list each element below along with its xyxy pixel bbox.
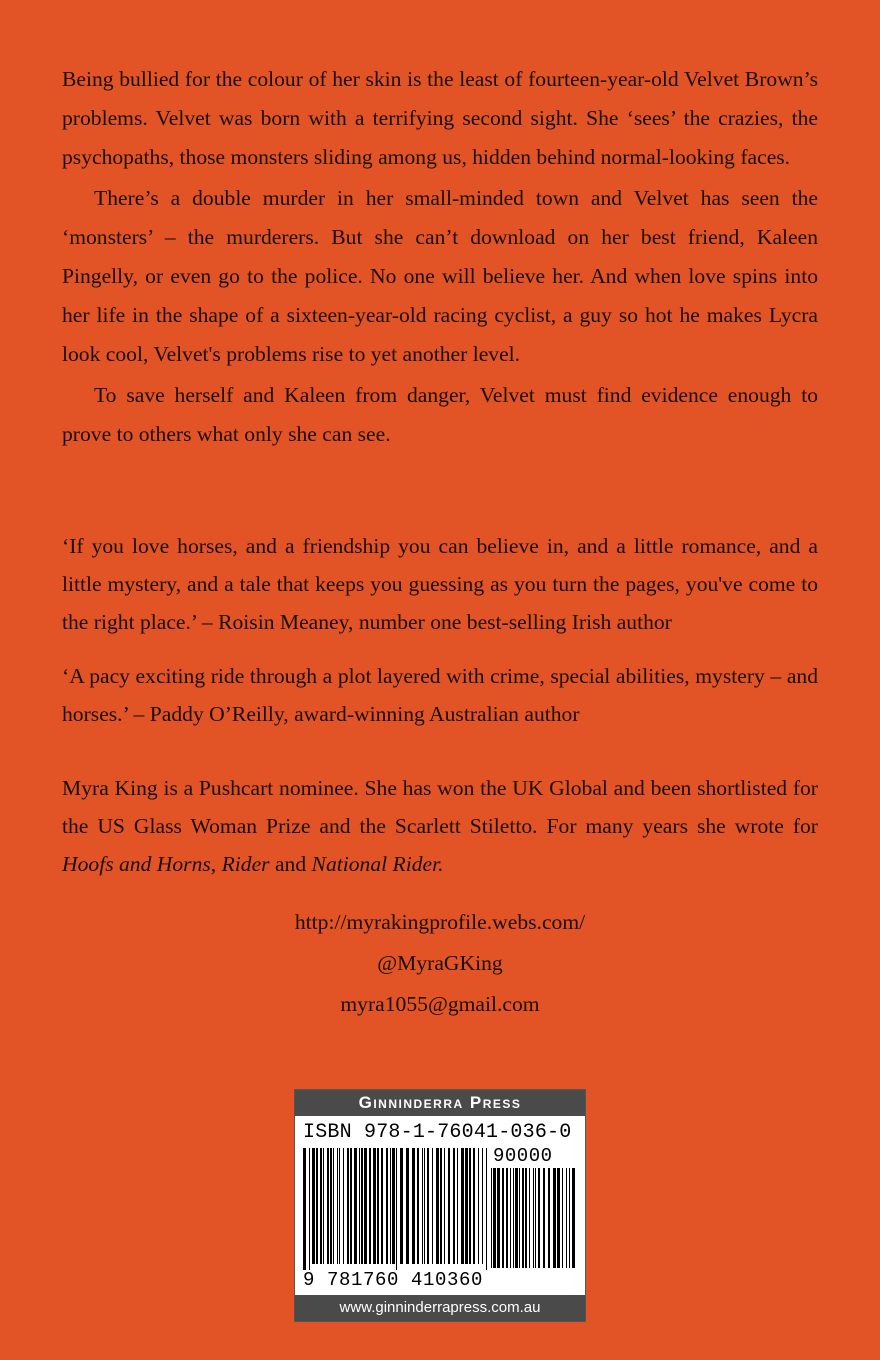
barcode-bar	[377, 1148, 379, 1264]
barcode-bar	[519, 1168, 520, 1268]
barcode-bar	[522, 1168, 524, 1268]
barcode-bar	[392, 1148, 395, 1264]
barcode-bar	[461, 1148, 464, 1264]
author-bio-separator: and	[269, 852, 312, 876]
barcode-bar	[343, 1148, 344, 1264]
blurb-paragraph-1: Being bullied for the colour of her skin is the least of fourteen-year-old Velvet Brown’s problems. Velvet was born with a terrifying second sight. She ‘sees’ the crazies, the psychopaths, those monsters sliding among us, hidden behind normal-looking faces.	[62, 67, 818, 169]
barcode-bar	[515, 1168, 518, 1268]
barcode-bar	[440, 1148, 442, 1264]
barcode-bar	[369, 1148, 371, 1264]
barcode-bar	[427, 1148, 429, 1264]
barcode-bar	[327, 1148, 329, 1264]
publication-title-hoofs-and-horns: Hoofs and Horns	[62, 852, 211, 876]
barcode-bar	[364, 1148, 367, 1264]
barcode-bar	[502, 1168, 504, 1268]
blurb-paragraph-2: There’s a double murder in her small-minded town and Velvet has seen the ‘monsters’ – the murderers. But she can’t download on her best friend, Kaleen Pingelly, or even go to the police. No one will believe her. And when love spins into her life in the shape of a sixteen-year-old racing cyclist, a guy so hot he makes Lycra look cool, Velvet's problems rise to yet another level.	[62, 186, 818, 366]
publisher-website[interactable]: www.ginninderrapress.com.au	[295, 1295, 585, 1321]
author-twitter-handle[interactable]: @MyraGKing	[377, 951, 503, 975]
barcode-bar	[359, 1148, 360, 1264]
barcode-bar	[469, 1148, 471, 1264]
barcode-bar	[557, 1168, 560, 1268]
barcode-bar	[529, 1168, 530, 1268]
barcode-bar	[412, 1148, 415, 1264]
barcode-bar	[478, 1148, 479, 1264]
publication-title-national-rider: National Rider.	[311, 852, 444, 876]
author-bio	[62, 769, 818, 883]
barcode-bar	[457, 1148, 458, 1264]
barcode-bar	[400, 1148, 403, 1264]
author-bio-text	[62, 769, 818, 883]
blurb	[62, 60, 818, 454]
barcode-bar	[330, 1148, 332, 1264]
barcode-bar	[491, 1168, 492, 1268]
barcode-bar	[350, 1148, 352, 1264]
barcode-bar	[436, 1148, 439, 1264]
isbn-barcode-panel	[294, 1089, 586, 1322]
review-quote-1: ‘If you love horses, and a friendship you can believe in, and a little romance, and a little mystery, and a tale that keeps you guessing as you turn the pages, you've come to the right place.’ – Roisin Meaney, number one best-selling Irish author	[62, 534, 818, 634]
ean-digits: 9 781760 410360	[303, 1269, 484, 1291]
barcode-bar	[535, 1168, 536, 1268]
barcode-bar	[333, 1148, 334, 1264]
price-code: 90000	[493, 1145, 553, 1167]
barcode-bar	[323, 1148, 324, 1264]
barcode-bar	[312, 1148, 315, 1264]
barcode-bar	[406, 1148, 409, 1264]
barcode-bar	[448, 1148, 450, 1264]
publication-title-rider: Rider	[221, 852, 270, 876]
barcode-bar	[444, 1148, 445, 1264]
author-email-link[interactable]: myra1055@gmail.com	[340, 992, 540, 1016]
barcode-bar	[553, 1168, 556, 1268]
barcode-bar	[390, 1148, 391, 1264]
barcode-bar	[386, 1148, 388, 1264]
barcode-bar	[347, 1148, 349, 1264]
barcode-bar	[303, 1148, 306, 1270]
barcode-bar	[309, 1148, 310, 1270]
barcode-bar	[354, 1148, 357, 1264]
barcode-bar	[320, 1148, 322, 1264]
author-bio-lead: Myra King is a Pushcart nominee. She has won the UK Global and been shortlisted for the US Glass Woman Prize and the Scarlett Stiletto. For many years she wrote for	[62, 776, 818, 838]
barcode-bar	[538, 1168, 540, 1268]
barcode-bar	[548, 1168, 550, 1268]
isbn-text: ISBN 978-1-76041-036-0	[303, 1121, 572, 1144]
barcode-bar	[525, 1168, 527, 1268]
barcode-bar	[510, 1168, 511, 1268]
barcode-bar	[381, 1148, 383, 1264]
barcode-bar	[417, 1148, 419, 1264]
barcode-bar	[316, 1148, 318, 1264]
barcode-bar	[337, 1148, 338, 1264]
author-bio-separator: ,	[210, 852, 222, 876]
barcode-bar	[566, 1168, 567, 1268]
barcode-bar	[572, 1168, 575, 1268]
addon-barcode	[491, 1168, 577, 1268]
barcode-bar	[486, 1148, 487, 1270]
publisher-name: Ginninderra Press	[295, 1090, 585, 1116]
barcode-bar	[493, 1168, 496, 1268]
barcode-bar	[513, 1168, 514, 1268]
barcode-bar	[424, 1148, 425, 1264]
barcode-bar	[569, 1168, 570, 1268]
review-quotes	[62, 527, 818, 749]
barcode-bar	[533, 1168, 534, 1268]
barcode-bar	[422, 1148, 423, 1264]
barcode-bar	[396, 1148, 397, 1270]
ean-barcode	[303, 1148, 489, 1270]
barcode-bar	[339, 1148, 340, 1264]
barcode-bar	[361, 1148, 363, 1264]
barcode-bar	[506, 1168, 508, 1268]
barcode-bar	[453, 1148, 455, 1264]
barcode-bar	[432, 1148, 433, 1264]
barcode-bar	[473, 1148, 475, 1264]
author-website-link[interactable]: http://myrakingprofile.webs.com/	[294, 910, 586, 934]
author-contact	[0, 902, 880, 1025]
barcode-bar	[465, 1148, 468, 1264]
review-quote-2: ‘A pacy exciting ride through a plot layered with crime, special abilities, mystery – and horses.’ – Paddy O’Reilly, award-winning Australian author	[62, 664, 818, 726]
barcode-bar	[543, 1168, 545, 1268]
barcode-bar	[482, 1148, 483, 1264]
blurb-paragraph-3: To save herself and Kaleen from danger, Velvet must find evidence enough to prove to others what only she can see.	[62, 383, 818, 446]
barcode-bar	[562, 1168, 563, 1268]
barcode-bar	[373, 1148, 376, 1264]
barcode-bar	[497, 1168, 500, 1268]
